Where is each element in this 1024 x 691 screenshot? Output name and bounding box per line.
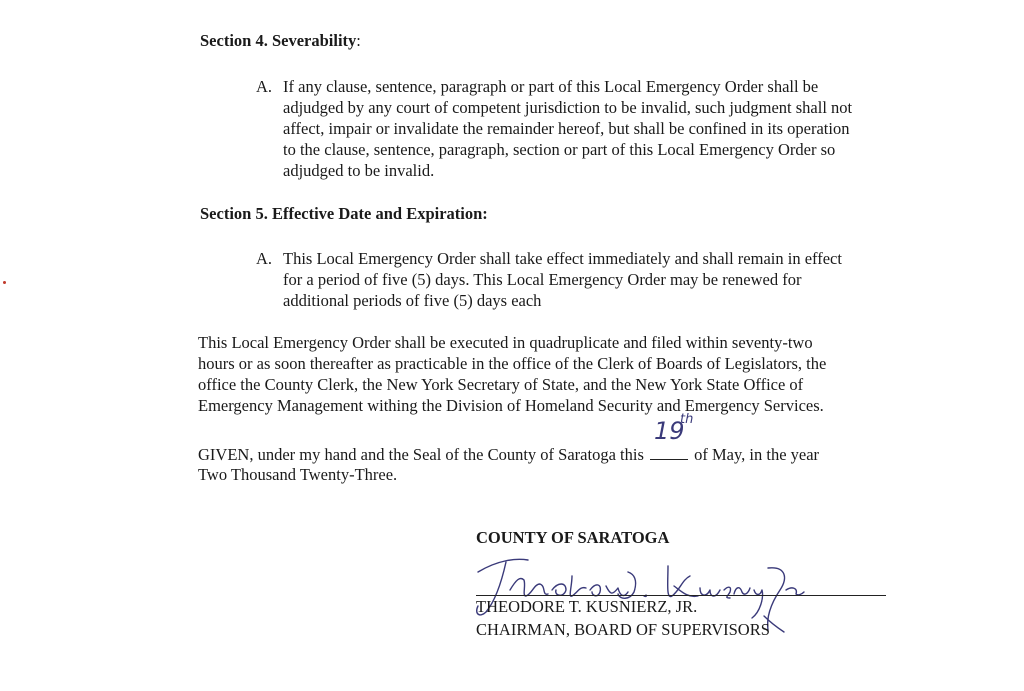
section-4-heading-colon: : (356, 31, 361, 50)
text-line: to the clause, sentence, paragraph, section or part of this Local Emergency Order so (283, 140, 836, 159)
text-line: office the County Clerk, the New York Secretary of State, and the New York State Office of (198, 375, 804, 394)
text-line: adjudged to be invalid. (283, 161, 435, 180)
signature-block (476, 528, 896, 648)
text-line: for a period of five (5) days. This Local Emergency Order may be renewed for (283, 270, 802, 289)
text-line: adjudged by any court of competent jurisdiction to be invalid, such judgment shall not (283, 98, 853, 117)
text-line: This Local Emergency Order shall take effect immediately and shall remain in effect (283, 249, 842, 268)
text-line: hours or as soon thereafter as practicable in the office of the Clerk of Boards of Legislators, the (198, 354, 827, 373)
text-line: affect, impair or invalidate the remainder hereof, but shall be confined in its operation (283, 119, 850, 138)
county-label: COUNTY OF SARATOGA (476, 528, 670, 547)
handwritten-day: 19 (654, 417, 685, 445)
given-suffix: of May, in the year (694, 445, 820, 464)
section-5-item-text (283, 248, 842, 311)
given-prefix: GIVEN, under my hand and the Seal of the County of Saratoga this (198, 445, 644, 464)
section-4-item-text (283, 76, 852, 181)
given-line-2: Two Thousand Twenty-Three. (198, 465, 398, 484)
text-line: additional periods of five (5) days each (283, 291, 542, 310)
signer-title: CHAIRMAN, BOARD OF SUPERVISORS (476, 620, 770, 639)
section-4-heading-text: Section 4. Severability (200, 31, 357, 50)
signer-name: THEODORE T. KUSNIERZ, JR. (476, 597, 698, 616)
section-5-heading: Section 5. Effective Date and Expiration: (200, 204, 488, 223)
text-line: This Local Emergency Order shall be executed in quadruplicate and filed within seventy-two (198, 333, 813, 352)
filing-paragraph (198, 332, 826, 416)
handwritten-day-suffix: th (680, 412, 694, 427)
day-blank (650, 412, 694, 460)
text-line: If any clause, sentence, paragraph or part of this Local Emergency Order shall be (283, 77, 819, 96)
margin-mark (3, 281, 6, 284)
section-4-heading (200, 30, 361, 52)
item-letter: A. (256, 249, 273, 268)
text-line: Emergency Management withing the Division of Homeland Security and Emergency Services. (198, 396, 824, 415)
given-paragraph (198, 412, 820, 485)
item-letter: A. (256, 77, 273, 96)
